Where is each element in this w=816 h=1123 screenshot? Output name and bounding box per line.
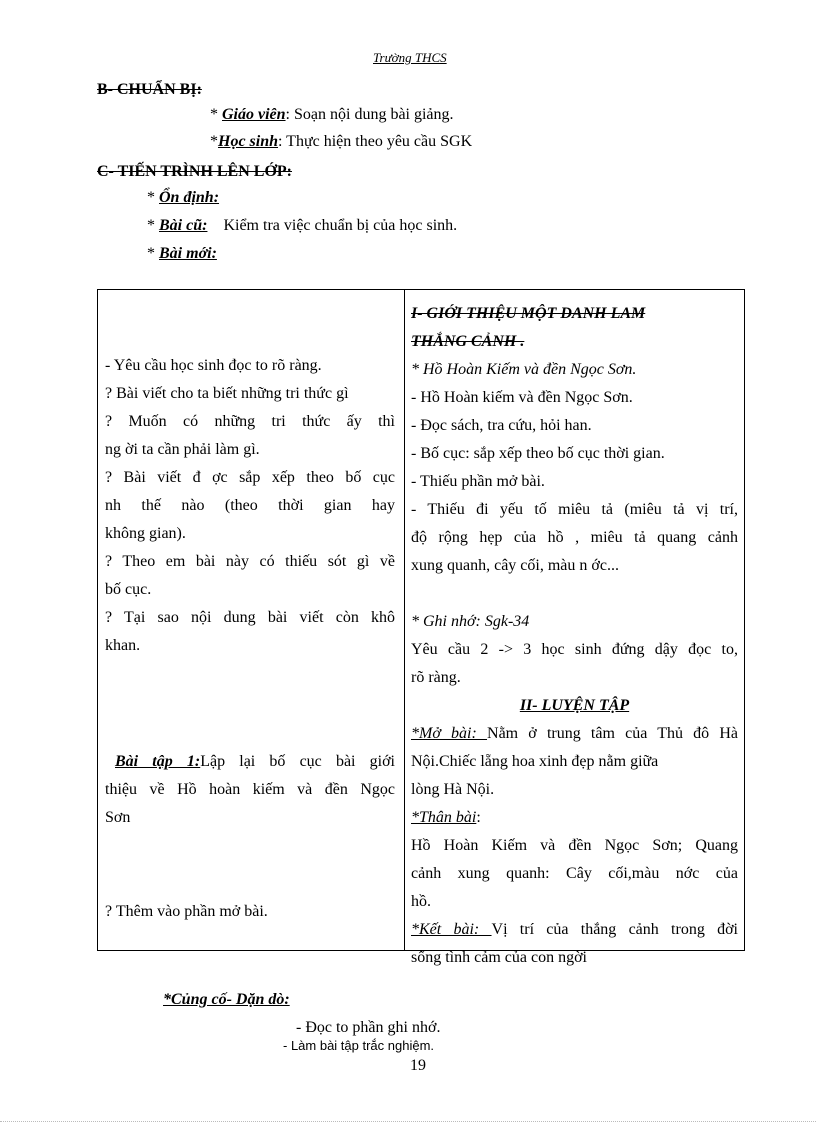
right-column bbox=[411, 300, 738, 968]
consolidation-item-2: - Làm bài tập trắc nghiệm. bbox=[283, 1038, 435, 1053]
left-column bbox=[105, 352, 395, 660]
left-line: nh thế nào (theo thời gian hay bbox=[105, 497, 395, 514]
old-lesson-text: Kiểm tra việc chuẩn bị của học sinh. bbox=[223, 217, 458, 234]
section-i-title-cont: THẮNG CẢNH . bbox=[411, 333, 525, 350]
exercise-line: thiệu về Hồ hoàn kiếm và đền Ngọc bbox=[105, 781, 395, 798]
right-line: - Thiếu phần mở bài. bbox=[411, 473, 545, 490]
body-colon: : bbox=[476, 809, 481, 826]
stabilize-line: * Ổn định: bbox=[147, 189, 220, 206]
conclusion-label: *Kết bài: bbox=[411, 921, 492, 938]
left-line: ? Thêm vào phần mở bài. bbox=[105, 903, 268, 920]
school-header: Trường THCS bbox=[373, 50, 447, 65]
teacher-label: Giáo viên bbox=[222, 106, 286, 123]
left-line: ? Bài viết đ ợc sắp xếp theo bố cục bbox=[105, 469, 395, 486]
right-line: rõ ràng. bbox=[411, 669, 461, 686]
right-line: hồ. bbox=[411, 893, 431, 910]
new-lesson-line: * Bài mới: bbox=[147, 245, 217, 262]
right-line: Nội.Chiếc lẵng hoa xinh đẹp nằm giữa bbox=[411, 753, 659, 770]
note-line: * Ghi nhớ: Sgk-34 bbox=[411, 613, 530, 630]
right-line: cảnh xung quanh: Cây cối,màu nớc của bbox=[411, 865, 738, 882]
exercise-1 bbox=[105, 748, 395, 832]
right-line: sống tình cảm của con ngời bbox=[411, 949, 587, 966]
table-divider bbox=[404, 290, 405, 950]
left-line: ? Muốn có những tri thức ấy thì bbox=[105, 413, 395, 430]
old-lesson-label: Bài cũ: bbox=[159, 217, 208, 234]
right-line: Hồ Hoàn Kiếm và đền Ngọc Sơn; Quang bbox=[411, 837, 738, 854]
page-number: 19 bbox=[410, 1057, 426, 1074]
right-line: xung quanh, cây cối, màu n ớc... bbox=[411, 557, 619, 574]
right-line: * Hồ Hoàn Kiếm và đền Ngọc Sơn. bbox=[411, 361, 637, 378]
student-text: : Thực hiện theo yêu cầu SGK bbox=[278, 133, 473, 150]
section-ii-title: II- LUYỆN TẬP bbox=[519, 697, 630, 714]
exercise-1-label: Bài tập 1: bbox=[115, 753, 201, 770]
conclusion-text: Vị trí của thắng cảnh trong đời bbox=[491, 921, 738, 938]
old-lesson-line: * Bài cũ: Kiểm tra việc chuẩn bị của học sinh. bbox=[147, 217, 458, 234]
section-c-title: C- TIẾN TRÌNH LÊN LỚP: bbox=[97, 163, 292, 180]
intro-line bbox=[411, 720, 738, 748]
right-line: Yêu cầu 2 -> 3 học sinh đứng dậy đọc to, bbox=[411, 641, 738, 658]
exercise-line bbox=[105, 748, 395, 776]
student-label: Học sinh bbox=[218, 133, 279, 150]
left-line: ? Tại sao nội dung bài viết còn khô bbox=[105, 609, 395, 626]
consolidation-item-1: - Đọc to phần ghi nhớ. bbox=[296, 1019, 441, 1036]
consolidation-title: *Củng cố- Dặn dò: bbox=[163, 991, 290, 1008]
left-line: ng ời ta cần phải làm gì. bbox=[105, 441, 260, 458]
right-line: - Đọc sách, tra cứu, hỏi han. bbox=[411, 417, 592, 434]
new-lesson-label: Bài mới: bbox=[159, 245, 217, 262]
page-bottom-rule bbox=[0, 1121, 816, 1122]
exercise-line: Sơn bbox=[105, 809, 131, 826]
left-line: ? Bài viết cho ta biết những tri thức gì bbox=[105, 385, 349, 402]
stabilize-label: Ổn định: bbox=[159, 189, 220, 206]
left-line: khan. bbox=[105, 637, 141, 654]
right-line: - Bố cục: sắp xếp theo bố cục thời gian. bbox=[411, 445, 665, 462]
section-i-title: I- GIỚI THIỆU MỘT DANH LAM bbox=[411, 305, 646, 322]
body-line bbox=[411, 804, 738, 832]
right-line: lòng Hà Nội. bbox=[411, 781, 495, 798]
lesson-table bbox=[97, 289, 745, 966]
left-last-question bbox=[105, 898, 395, 926]
left-line: không gian). bbox=[105, 525, 186, 542]
left-line: ? Theo em bài này có thiếu sót gì về bbox=[105, 553, 395, 570]
left-line: bố cục. bbox=[105, 581, 152, 598]
right-line: - Thiếu đi yếu tố miêu tả (miêu tả vị trí, bbox=[411, 501, 738, 518]
exercise-1-text: Lập lại bố cục bài giới bbox=[200, 753, 395, 770]
student-line: *Học sinh: Thực hiện theo yêu cầu SGK bbox=[210, 133, 473, 150]
body-label: *Thân bài bbox=[411, 809, 477, 826]
left-line: - Yêu cầu học sinh đọc to rõ ràng. bbox=[105, 357, 322, 374]
intro-text: Nằm ở trung tâm của Thủ đô Hà bbox=[487, 725, 738, 742]
right-line: độ rộng hẹp của hồ , miêu tả quang cảnh bbox=[411, 529, 738, 546]
teacher-text: : Soạn nội dung bài giảng. bbox=[285, 106, 454, 123]
conclusion-line bbox=[411, 916, 738, 944]
intro-label: *Mở bài: bbox=[411, 725, 488, 742]
section-b-title: B- CHUẨN BỊ: bbox=[97, 81, 202, 98]
teacher-line: * Giáo viên: Soạn nội dung bài giảng. bbox=[210, 106, 454, 123]
right-line: - Hồ Hoàn kiếm và đền Ngọc Sơn. bbox=[411, 389, 633, 406]
